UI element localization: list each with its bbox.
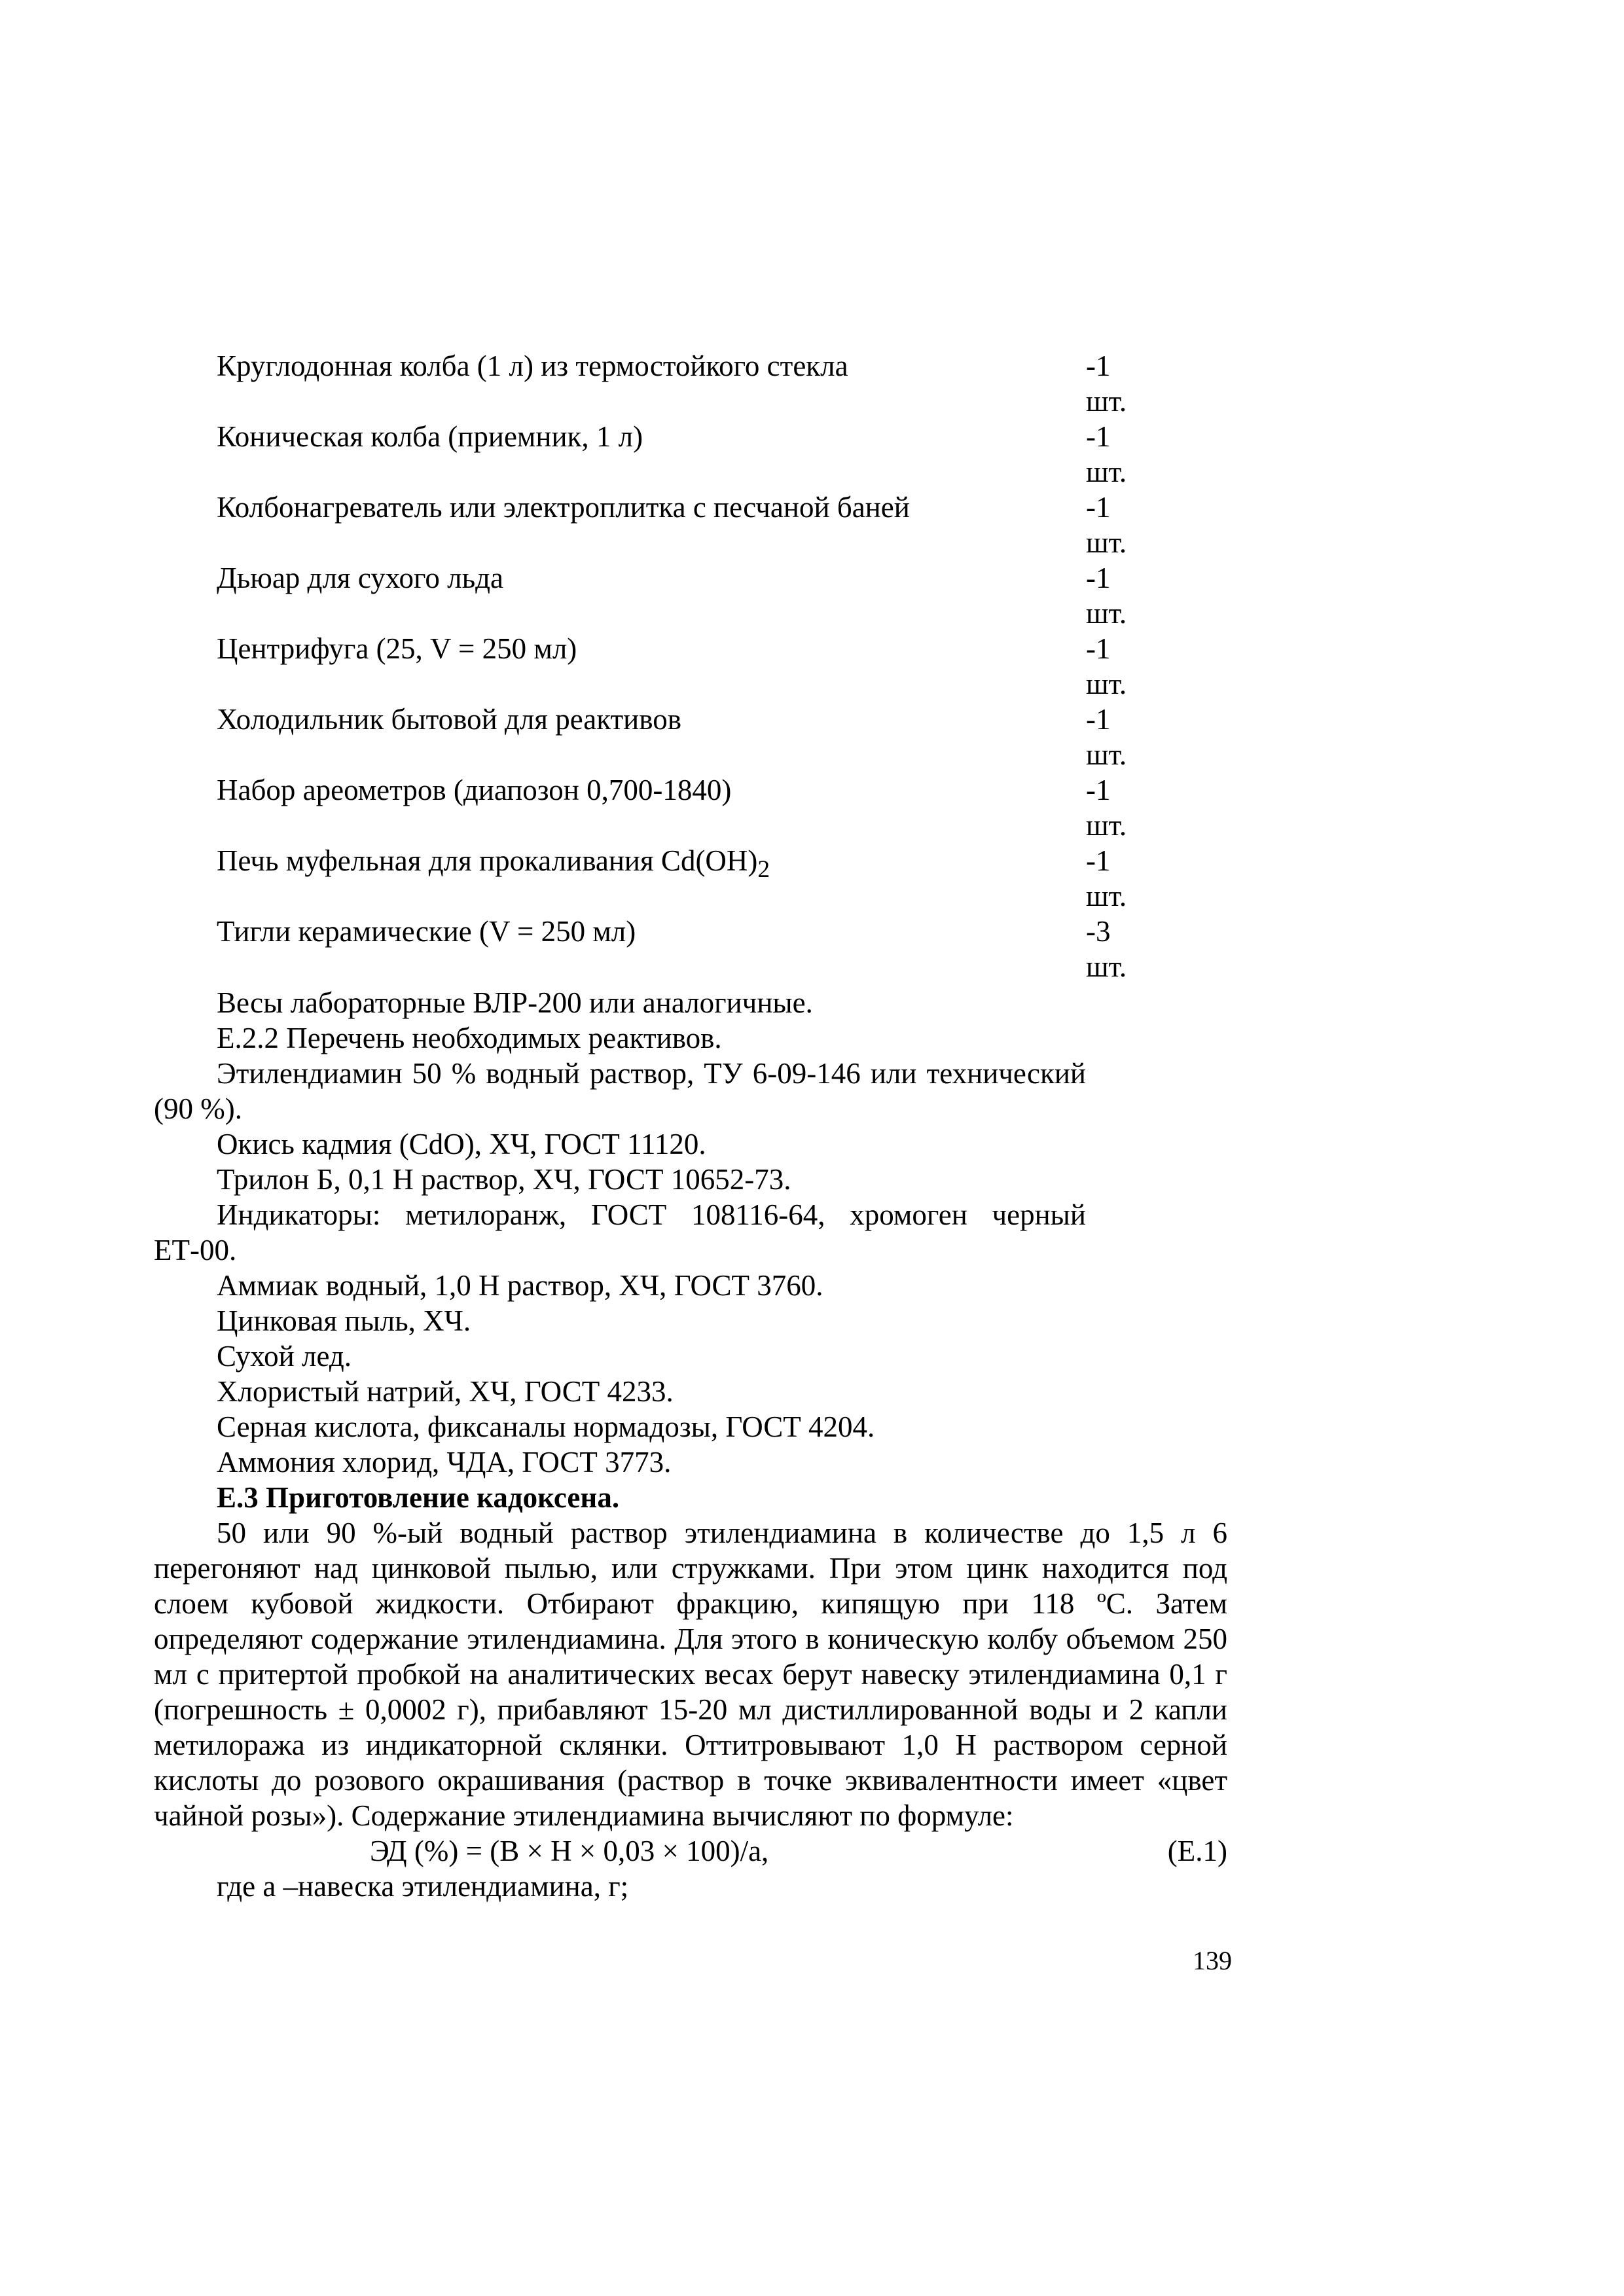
equipment-name: Холодильник бытовой для реактивов: [217, 703, 681, 736]
equipment-qty: -1 шт.: [1086, 491, 1127, 559]
equipment-row: [154, 702, 1214, 772]
equipment-qty: -1 шт.: [1086, 632, 1127, 700]
equipment-row: [154, 419, 1214, 490]
equipment-name: Тигли керамические (V = 250 мл): [217, 915, 636, 948]
reagent-item: Этилендиамин 50 % водный раствор, ТУ 6-09-146 или технический (90 %).: [154, 1057, 1086, 1125]
reagent-item: Трилон Б, 0,1 Н раствор, ХЧ, ГОСТ 10652-73.: [217, 1163, 791, 1196]
equipment-name: Набор ареометров (диапозон 0,700-1840): [217, 774, 732, 806]
reagents-heading: Е.2.2 Перечень необходимых реактивов.: [217, 1022, 722, 1054]
reagent-item: Окись кадмия (CdO), ХЧ, ГОСТ 11120.: [217, 1128, 706, 1160]
reagent-item: Аммиак водный, 1,0 Н раствор, ХЧ, ГОСТ 3760.: [217, 1269, 823, 1302]
equipment-qty: -1 шт.: [1086, 703, 1127, 771]
equipment-row: [154, 772, 1214, 843]
formula-label: (Е.1): [1167, 1835, 1227, 1867]
equipment-name: Колбонагреватель или электроплитка с песчаной баней: [217, 491, 910, 524]
reagent-item: Сухой лед.: [217, 1340, 352, 1372]
equipment-row: [154, 631, 1214, 702]
equipment-name: Круглодонная колба (1 л) из термостойкого стекла: [217, 350, 848, 382]
equipment-qty: -3 шт.: [1086, 915, 1127, 983]
scales-line: Весы лабораторные ВЛР-200 или аналогичные.: [217, 986, 813, 1019]
equipment-qty: -1 шт.: [1086, 350, 1127, 418]
equipment-name: Центрифуга (25, V = 250 мл): [217, 632, 577, 665]
equipment-row: [154, 490, 1214, 560]
equipment-name: Дьюар для сухого льда: [217, 562, 503, 594]
equipment-row: [154, 843, 1214, 914]
reagent-item: Аммония хлорид, ЧДА, ГОСТ 3773.: [217, 1446, 672, 1479]
main-text: [154, 985, 1227, 1904]
where-line: где а –навеска этилендиамина, г;: [217, 1870, 629, 1903]
formula-line: [154, 1833, 1227, 1869]
equipment-qty: -1 шт.: [1086, 844, 1127, 912]
reagent-item: Индикаторы: метилоранж, ГОСТ 108116-64, хромоген черный ЕТ-00.: [154, 1198, 1086, 1266]
page-number: 139: [1193, 1946, 1232, 1975]
equipment-row: [154, 348, 1214, 419]
section-heading: Е.3 Приготовление кадоксена.: [217, 1481, 620, 1514]
formula-expression: ЭД (%) = (В × Н × 0,03 × 100)/а,: [370, 1835, 769, 1867]
reagent-item: Хлористый натрий, ХЧ, ГОСТ 4233.: [217, 1375, 674, 1408]
reagent-item: Цинковая пыль, ХЧ.: [217, 1304, 471, 1337]
equipment-qty: -1 шт.: [1086, 774, 1127, 842]
equipment-qty: -1 шт.: [1086, 420, 1127, 488]
body-paragraph: 50 или 90 %-ый водный раствор этилендиамина в количестве до 1,5 л 6 перегоняют над цинковой пылью, или стружками. При этом цинк находится под слоем кубовой жидкости. Отбирают фракцию, кипящую при 118 ºС. Затем определяют содержание этилендиамина. Для этого в коническую колбу объемом 250 мл с притертой пробкой на аналитических весах берут навеску этилендиамина 0,1 г (погрешность ± 0,0002 г), прибавляют 15-20 мл дистиллированной воды и 2 капли метилоража из индикаторной склянки. Оттитровывают 1,0 Н раствором серной кислоты до розового окрашивания (раствор в точке эквивалентности имеет «цвет чайной розы»). Содержание этилендиамина вычисляют по формуле:: [154, 1516, 1227, 1832]
reagent-item: Серная кислота, фиксаналы нормадозы, ГОСТ 4204.: [217, 1410, 875, 1443]
equipment-qty: -1 шт.: [1086, 562, 1127, 630]
equipment-name: Печь муфельная для прокаливания $Cd(OH)_2$: [217, 844, 770, 883]
equipment-list: [154, 348, 1214, 984]
equipment-row: [154, 560, 1214, 631]
equipment-row: [154, 914, 1214, 984]
equipment-name: Коническая колба (приемник, 1 л): [217, 420, 643, 453]
